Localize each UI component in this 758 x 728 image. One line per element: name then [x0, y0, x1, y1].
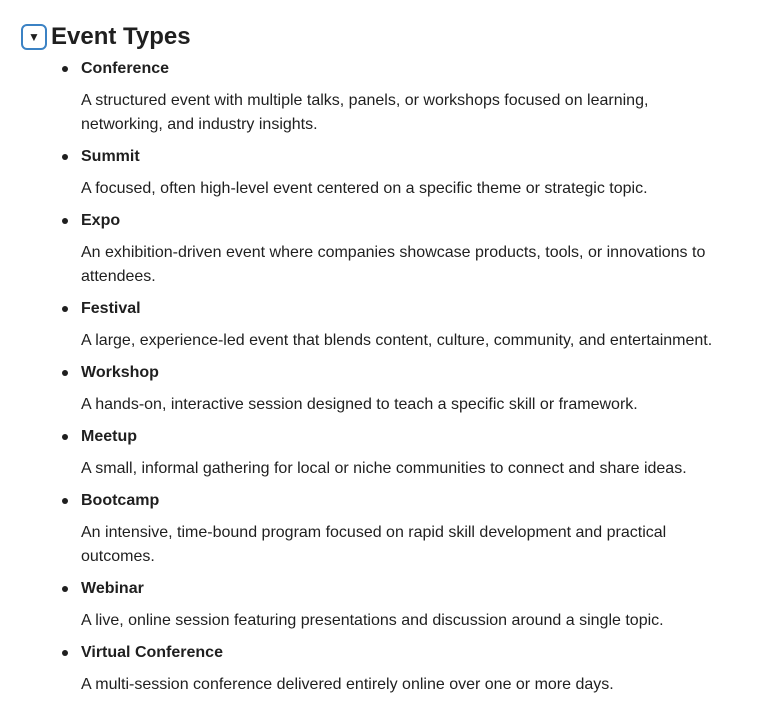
bullet-icon	[62, 370, 68, 376]
item-term: Workshop	[81, 364, 159, 381]
item-description: An exhibition-driven event where companies showcase products, tools, or innovations to attendees.	[81, 244, 706, 285]
bullet-icon	[62, 586, 68, 592]
item-term: Bootcamp	[81, 492, 160, 509]
list-item-meetup	[60, 425, 758, 481]
bullet-icon	[62, 498, 68, 504]
event-types-list	[21, 57, 758, 697]
item-term: Meetup	[81, 428, 137, 445]
item-term: Expo	[81, 212, 121, 229]
item-description: A large, experience-led event that blends content, culture, community, and entertainment.	[81, 332, 713, 349]
item-term: Summit	[81, 148, 140, 165]
list-item-conference	[60, 57, 758, 137]
item-description: A live, online session featuring presentations and discussion around a single topic.	[81, 612, 664, 629]
list-item-festival	[60, 297, 758, 353]
collapse-toggle-button[interactable]	[21, 24, 47, 50]
section-title: Event Types	[51, 23, 191, 50]
bullet-icon	[62, 66, 68, 72]
item-description: A structured event with multiple talks, panels, or workshops focused on learning, networking, and industry insights.	[81, 92, 649, 133]
bullet-icon	[62, 218, 68, 224]
list-item-bootcamp	[60, 489, 758, 569]
item-description: A hands-on, interactive session designed to teach a specific skill or framework.	[81, 396, 638, 413]
bullet-icon	[62, 650, 68, 656]
list-item-workshop	[60, 361, 758, 417]
section-header	[21, 21, 758, 53]
item-term: Conference	[81, 60, 170, 77]
list-item-virtual-conference	[60, 641, 758, 697]
item-description: A multi-session conference delivered entirely online over one or more days.	[81, 676, 614, 693]
item-description: A focused, often high-level event centered on a specific theme or strategic topic.	[81, 180, 648, 197]
item-description: An intensive, time-bound program focused on rapid skill development and practical outcomes.	[81, 524, 667, 565]
bullet-icon	[62, 306, 68, 312]
item-description: A small, informal gathering for local or niche communities to connect and share ideas.	[81, 460, 687, 477]
item-term: Virtual Conference	[81, 644, 223, 661]
list-item-expo	[60, 209, 758, 289]
list-item-webinar	[60, 577, 758, 633]
bullet-icon	[62, 154, 68, 160]
item-term: Webinar	[81, 580, 144, 597]
bullet-icon	[62, 434, 68, 440]
item-term: Festival	[81, 300, 141, 317]
triangle-down-icon: ▼	[28, 30, 40, 44]
list-item-summit	[60, 145, 758, 201]
